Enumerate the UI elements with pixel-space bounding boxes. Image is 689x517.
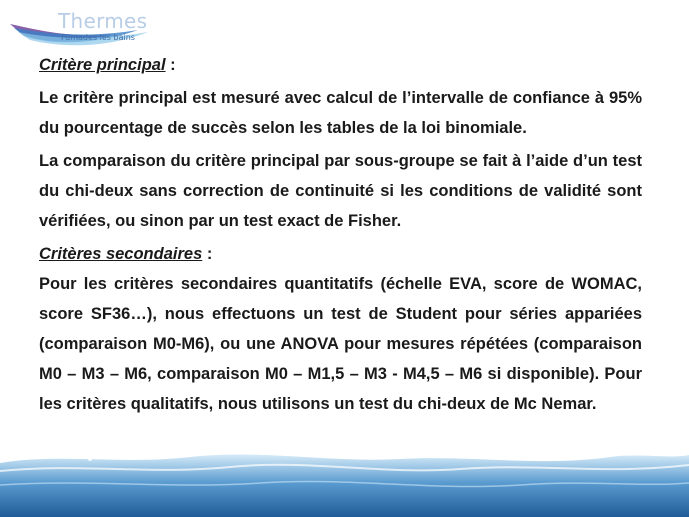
heading-secondary-label: Critères secondaires <box>39 245 203 263</box>
heading-primary-colon: : <box>165 56 176 74</box>
paragraph-primary-1: Le critère principal est mesuré avec calcul de l’intervalle de confiance à 95% du pourcentage de succès selon les tables de la loi binomiale. <box>39 89 642 137</box>
heading-primary-label: Critère principal <box>39 56 166 74</box>
logo-subtitle: Fumades les bains <box>61 33 135 42</box>
paragraph-secondary: Pour les critères secondaires quantitatifs (échelle EVA, score de WOMAC, score SF36…), nous effectuons un test de Student pour séries appariées (comparaison M0-M6), ou une ANOVA pour mesures répétées (comparaison M0 – M3 – M6, comparaison M0 – M1,5 – M3 - M4,5 – M6 si disponible). Pour les critères qualitatifs, nous utilisons un test du chi-deux de Mc Nemar. <box>39 275 642 413</box>
water-splash-decoration <box>0 445 689 517</box>
logo-title: Thermes <box>58 9 148 33</box>
heading-secondary-colon: : <box>202 245 213 263</box>
heading-secondary-criteria <box>39 239 642 269</box>
thermes-logo <box>8 4 168 56</box>
slide-content <box>39 50 642 419</box>
heading-primary-criterion <box>39 50 642 80</box>
paragraph-primary-2: La comparaison du critère principal par sous-groupe se fait à l’aide d’un test du chi-deux sans correction de continuité si les conditions de validité sont vérifiées, ou sinon par un test exact de Fisher. <box>39 152 642 230</box>
